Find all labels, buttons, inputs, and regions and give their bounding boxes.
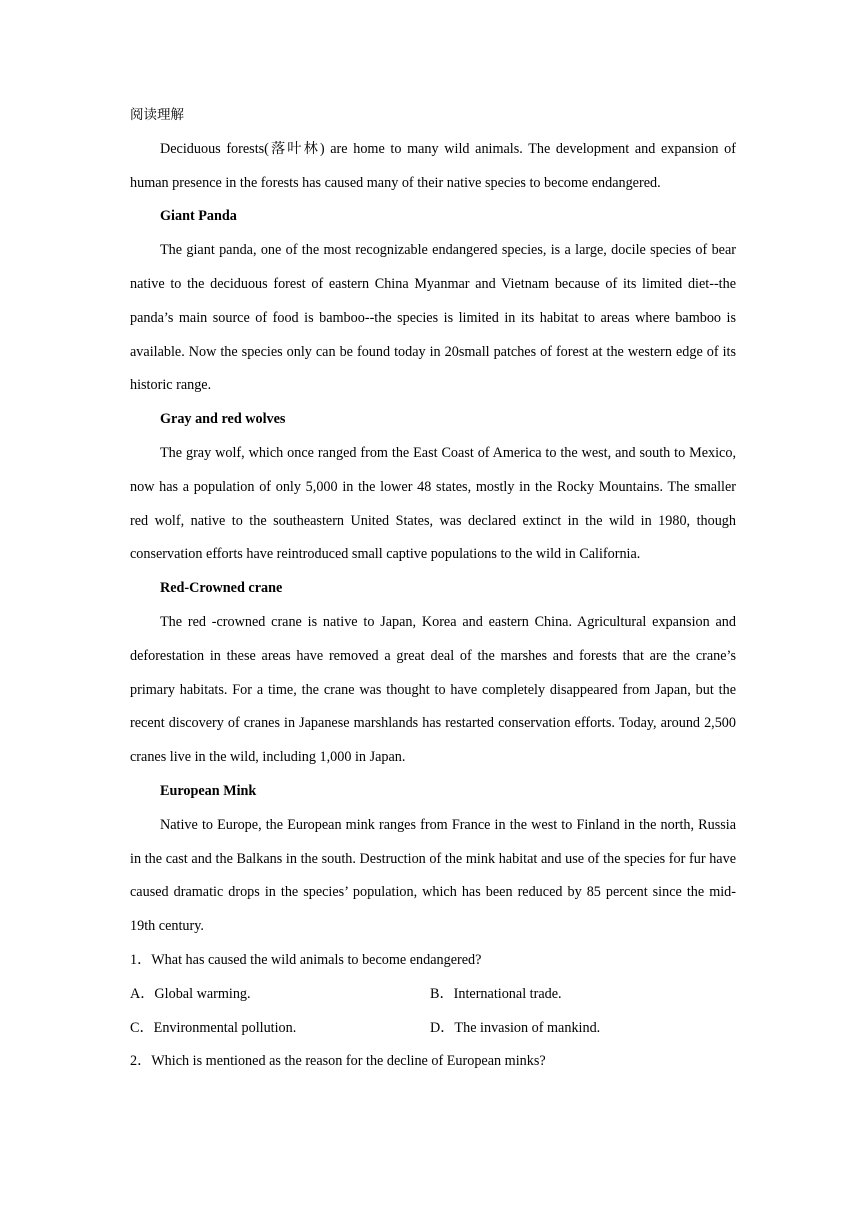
question-1-options-row-1 [130,978,736,1012]
option-d: D．The invasion of mankind. [430,1019,601,1036]
heading-wolves: Gray and red wolves [160,411,286,428]
heading-mink: European Mink [160,782,257,799]
section-label: 阅读理解 [130,107,184,123]
heading-giant-panda: Giant Panda [160,208,237,225]
question-2: 2．Which is mentioned as the reason for the decline of European minks? [130,1053,546,1070]
option-b: B．International trade. [430,985,562,1002]
paragraph-giant-panda: The giant panda, one of the most recognizable endangered species, is a large, docile species of bear native to the deciduous forest of eastern China Myanmar and Vietnam because of its limited diet--the panda’s main source of food is bamboo--the species is limited in its habitat to areas where bamboo is available. Now the species only can be found today in 20small patches of forest at the western edge of its historic range. [130,242,736,394]
heading-crane: Red-Crowned crane [160,580,283,597]
question-1-options-row-2 [130,1012,736,1046]
option-c: C．Environmental pollution. [130,1019,297,1036]
paragraph-wolves: The gray wolf, which once ranged from the East Coast of America to the west, and south to Mexico, now has a population of only 5,000 in the lower 48 states, mostly in the Rocky Mountains. The smaller red wolf, native to the southeastern United States, was declared extinct in the wild in 1980, though conservation efforts have reintroduced small captive populations to the wild in California. [130,444,736,563]
question-1: 1．What has caused the wild animals to become endangered? [130,951,482,968]
option-a: A．Global warming. [130,985,251,1002]
intro-paragraph: Deciduous forests(落叶林) are home to many wild animals. The development and expansion of human presence in the forests has caused many of their native species to become endangered. [130,140,736,191]
paragraph-crane: The red -crowned crane is native to Japan, Korea and eastern China. Agricultural expansion and deforestation in these areas have removed a great deal of the marshes and forests that are the crane’s primary habitats. For a time, the crane was thought to have completely disappeared from Japan, but the recent discovery of cranes in Japanese marshlands has restarted conservation efforts. Today, around 2,500 cranes live in the wild, including 1,000 in Japan. [130,613,736,766]
reading-passage [130,99,736,1079]
paragraph-mink: Native to Europe, the European mink ranges from France in the west to Finland in the north, Russia in the cast and the Balkans in the south. Destruction of the mink habitat and use of the species for fur have caused dramatic drops in the species’ population, which has been reduced by 85 percent since the mid-19th century. [130,816,736,935]
